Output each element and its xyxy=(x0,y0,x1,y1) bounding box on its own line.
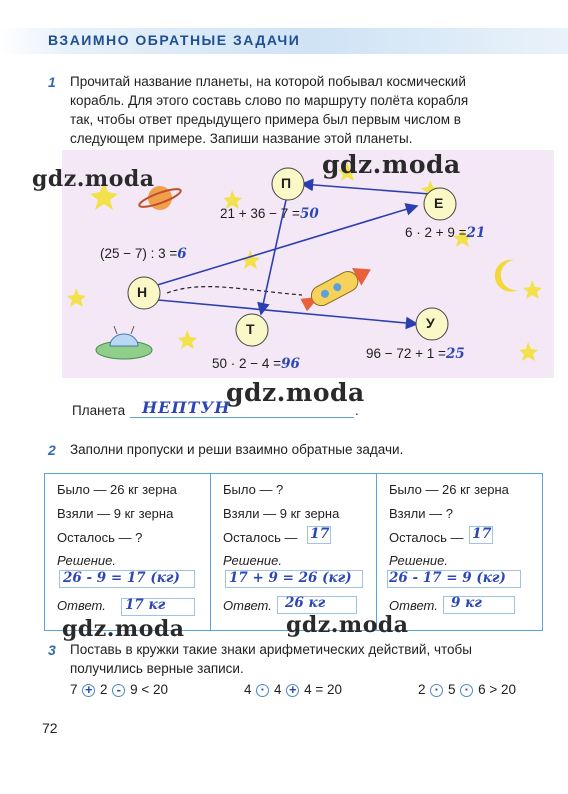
equation-1: 7 + 2 - 9 < 20 xyxy=(70,681,169,697)
task-3-line: Поставь в кружки такие знаки арифметических действий, чтобы xyxy=(70,642,472,657)
operator-circle[interactable]: - xyxy=(112,684,125,697)
task-1-text xyxy=(70,72,540,148)
planet-answer-line xyxy=(130,417,354,418)
planet-n-label: Н xyxy=(137,284,148,300)
left-answer: 17 xyxy=(310,526,330,542)
left-answer: 17 xyxy=(472,526,492,542)
operator-circle[interactable]: + xyxy=(286,684,299,697)
example-n: (25 − 7) : 3 =6 xyxy=(100,246,187,262)
solution-label: Решение. xyxy=(57,553,117,568)
answer-text: 17 кг xyxy=(125,597,166,613)
moon-icon xyxy=(495,260,518,292)
planet-t-label: Т xyxy=(246,321,255,337)
ufo-icon xyxy=(96,326,152,359)
task-2-column xyxy=(211,474,377,630)
example-e: 6 · 2 + 9 =21 xyxy=(405,225,486,241)
given-taken: Взяли — ? xyxy=(389,506,453,521)
example-p: 21 + 36 − 7 =50 xyxy=(220,206,319,222)
task-2-text: Заполни пропуски и реши взаимно обратные задачи. xyxy=(70,442,404,457)
answer-label: Ответ. xyxy=(57,598,106,613)
task-1-line: корабль. Для этого составь слово по маршруту полёта корабля xyxy=(70,93,469,108)
solution-text: 17 + 9 = 26 (кг) xyxy=(229,570,352,586)
rocket-icon xyxy=(299,261,375,314)
answer-p: 50 xyxy=(299,206,319,222)
given-taken: Взяли — 9 кг зерна xyxy=(223,506,340,521)
answer-t: 96 xyxy=(281,356,300,372)
given-total: Было — ? xyxy=(223,482,284,497)
planet-u-label: У xyxy=(426,315,435,331)
answer-text: 9 кг xyxy=(451,595,482,611)
solution-label: Решение. xyxy=(223,553,283,568)
page-number: 72 xyxy=(42,720,58,736)
example-u: 96 − 72 + 1 =25 xyxy=(366,346,465,362)
watermark: gdz.moda xyxy=(286,612,409,638)
task-3-number: 3 xyxy=(48,642,56,658)
task-1-number: 1 xyxy=(48,74,56,90)
section-title: ВЗАИМНО ОБРАТНЫЕ ЗАДАЧИ xyxy=(48,32,301,48)
task-1-line: Прочитай название планеты, на которой побывал космический xyxy=(70,74,466,89)
task-3-line: получились верные записи. xyxy=(70,661,244,676)
given-left: Осталось — xyxy=(389,530,464,545)
route-arrows xyxy=(154,184,430,324)
watermark: gdz.moda xyxy=(62,616,185,642)
operator-circle[interactable]: + xyxy=(82,684,95,697)
watermark: gdz.moda xyxy=(322,150,461,179)
answer-label: Ответ. xyxy=(223,598,272,613)
task-3-text xyxy=(70,640,540,678)
answer-n: 6 xyxy=(177,246,187,262)
equation-3: 2 · 5 · 6 > 20 xyxy=(418,681,517,697)
planet-label: Планета xyxy=(72,403,126,418)
task-2-table xyxy=(44,473,543,631)
planet-answer: НЕПТУН xyxy=(142,398,231,417)
given-left: Осталось — xyxy=(223,530,298,545)
answer-e: 21 xyxy=(466,225,486,241)
equation-2: 4 · 4 + 4 = 20 xyxy=(244,681,343,697)
operator-circle[interactable]: · xyxy=(460,684,473,697)
operator-circle[interactable]: · xyxy=(256,684,269,697)
given-left: Осталось — ? xyxy=(57,530,143,545)
solution-label: Решение. xyxy=(389,553,449,568)
answer-label: Ответ. xyxy=(389,598,438,613)
rocket-trail xyxy=(167,287,302,295)
task-2-number: 2 xyxy=(48,442,56,458)
watermark: gdz.moda xyxy=(32,166,155,192)
solution-text: 26 - 9 = 17 (кг) xyxy=(63,570,180,586)
example-t: 50 · 2 − 4 =96 xyxy=(212,356,300,372)
solution-text: 26 - 17 = 9 (кг) xyxy=(389,570,506,586)
answer-text: 26 кг xyxy=(285,595,326,611)
given-total: Было — 26 кг зерна xyxy=(389,482,509,497)
planet-period: . xyxy=(355,403,359,418)
task-2-column xyxy=(45,474,211,630)
given-total: Было — 26 кг зерна xyxy=(57,482,177,497)
planet-p-label: П xyxy=(281,175,292,191)
task-1-line: следующем примере. Запиши название этой планеты. xyxy=(70,131,413,146)
task-1-line: так, чтобы ответ предыдущего примера был первым числом в xyxy=(70,112,461,127)
watermark: gdz.moda xyxy=(226,378,365,407)
answer-u: 25 xyxy=(445,346,465,362)
given-taken: Взяли — 9 кг зерна xyxy=(57,506,174,521)
planet-e-label: Е xyxy=(434,195,444,211)
operator-circle[interactable]: · xyxy=(430,684,443,697)
task-2-column xyxy=(377,474,542,630)
